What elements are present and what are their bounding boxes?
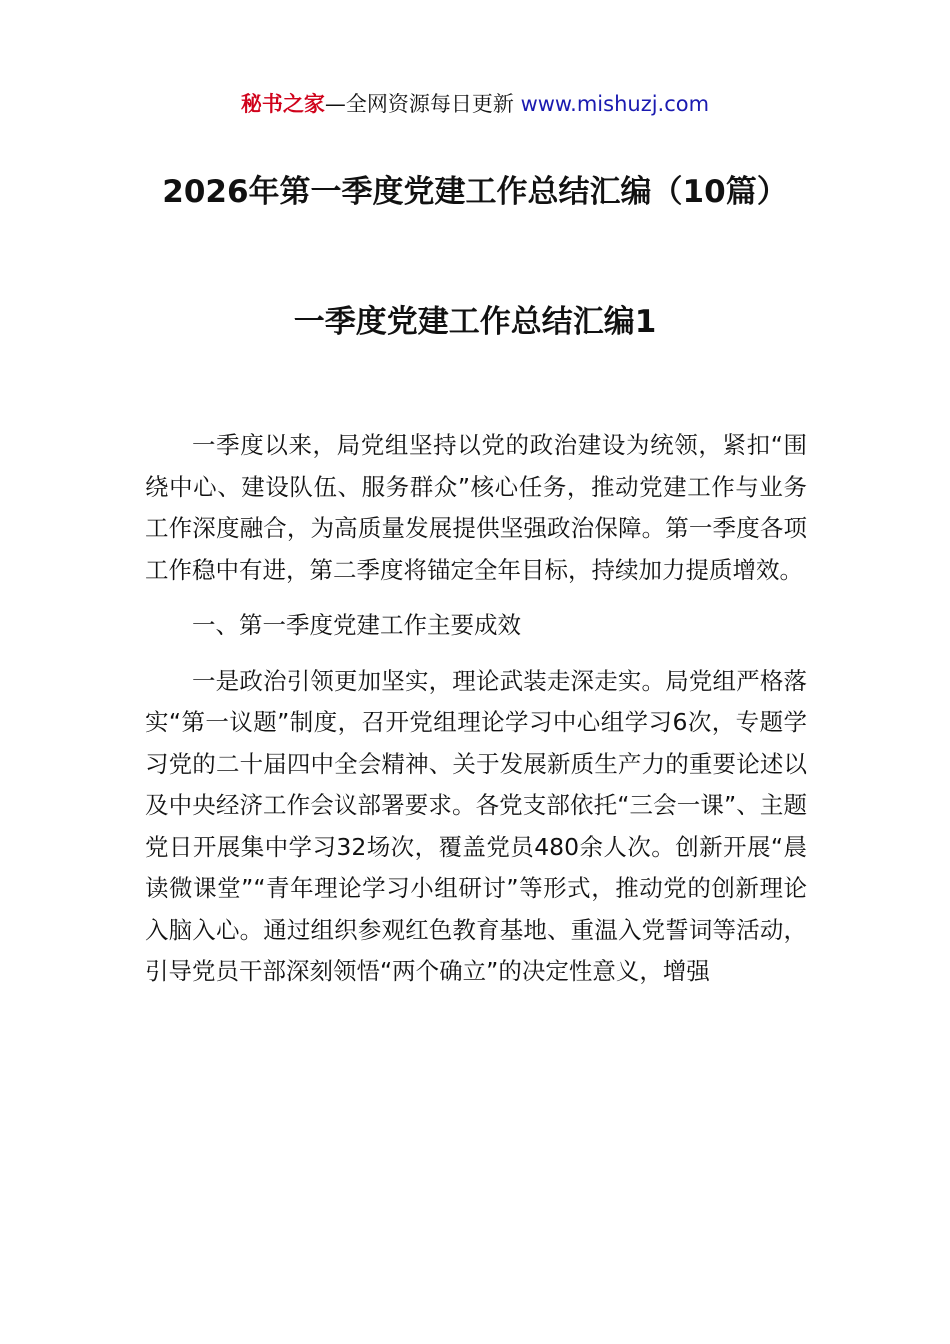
paragraph-intro: 一季度以来，局党组坚持以党的政治建设为统领，紧扣“围绕中心、建设队伍、服务群众”核心任务，推动党建工作与业务工作深度融合，为高质量发展提供坚强政治保障。第一季度各项工作稳中有进，第二季度将锚定全年目标，持续加力提质增效。 <box>145 431 807 584</box>
document-title: 2026年第一季度党建工作总结汇编（10篇） <box>162 174 788 210</box>
site-brand: 秘书之家 <box>240 92 325 116</box>
section-title: 一季度党建工作总结汇编1 <box>293 304 657 340</box>
document-body <box>145 425 807 1007</box>
site-tagline: —全网资源每日更新 <box>324 92 521 116</box>
paragraph-point-one: 一是政治引领更加坚实，理论武装走深走实。局党组严格落实“第一议题”制度，召开党组理论学习中心组学习6次，专题学习党的二十届四中全会精神、关于发展新质生产力的重要论述以及中央经济工作会议部署要求。各党支部依托“三会一课”、主题党日开展集中学习32场次，覆盖党员480余人次。创新开展“晨读微课堂”“青年理论学习小组研讨”等形式，推动党的创新理论入脑入心。通过组织参观红色教育基地、重温入党誓词等活动，引导党员干部深刻领悟“两个确立”的决定性意义，增强 <box>145 666 807 985</box>
site-header <box>0 89 950 119</box>
heading-section-one: 一、第一季度党建工作主要成效 <box>192 611 521 639</box>
site-url-link[interactable]: www.mishuzj.com <box>520 92 710 116</box>
